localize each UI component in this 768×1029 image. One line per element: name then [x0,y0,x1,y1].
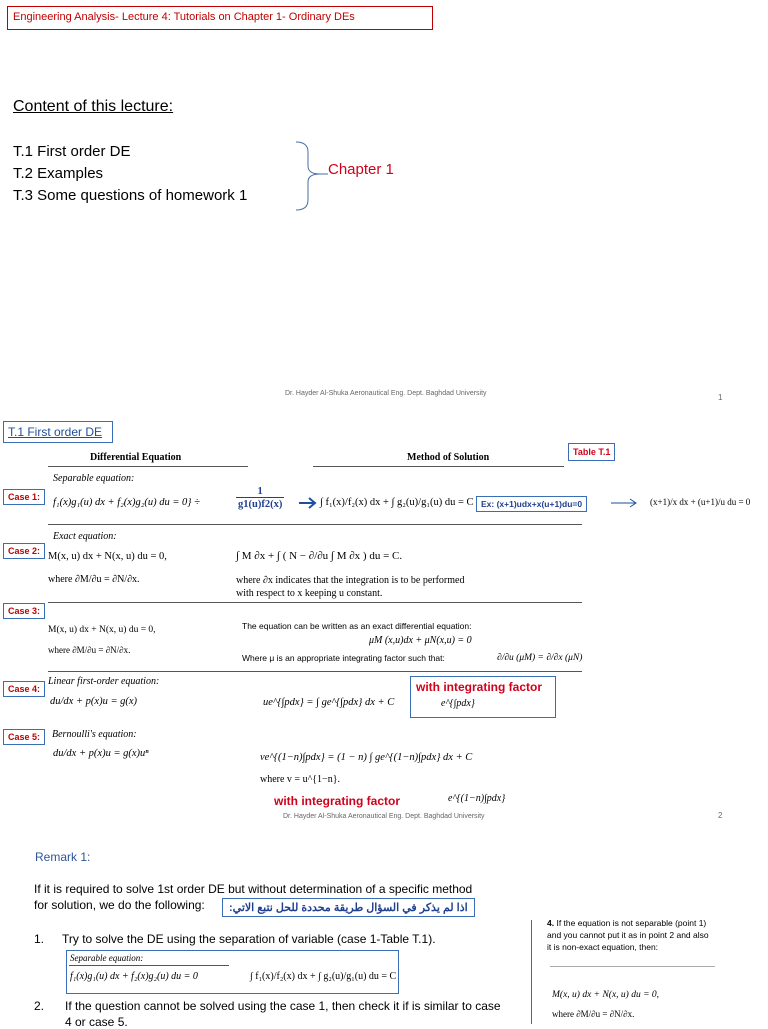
row3-rule [48,671,582,672]
separable-box-rule [69,965,229,966]
step1-text: Try to solve the DE using the separation of variable (case 1-Table T.1). [62,932,436,946]
bernoulli-factor-label: with integrating factor [274,794,400,808]
case-2-label: Case 2: [3,543,45,559]
page1-number: 1 [718,393,723,402]
side-text-3: it is non-exact equation, then: [547,942,659,952]
separable-box-label: Separable equation: [70,953,144,963]
col-header-left-rule [48,466,248,467]
bernoulli-where: where v = u^{1−n}. [260,774,340,785]
side-rule [550,966,715,967]
step2-text: If the question cannot be solved using the case 1, then check it if is similar to case [65,999,501,1013]
side-where: where ∂M/∂u = ∂N/∂x. [552,1009,635,1019]
case3-equation: M(x, u) dx + N(x, u) du = 0, [48,625,156,635]
separable-equation: f₁(x)g₁(u) dx + f₂(x)g₂(u) du = 0} ÷ [53,497,200,508]
col-header-left: Differential Equation [90,452,182,463]
chapter-label: Chapter 1 [328,161,394,178]
side-equation: M(x, u) dx + N(x, u) du = 0, [552,990,660,1000]
exact-where: where ∂M/∂u = ∂N/∂x. [48,574,140,585]
case-4-label: Case 4: [3,681,45,697]
section-title: T.1 First order DE [8,425,103,439]
exact-label: Exact equation: [53,531,117,542]
arrow-right-icon [298,497,318,509]
case3-condition: ∂/∂u (μM) = ∂/∂x (μN) [497,653,583,663]
step1-number: 1. [34,932,45,946]
divisor-fraction [236,486,284,511]
right-brace-icon [292,140,332,212]
separable-solution: ∫ f₁(x)/f₂(x) dx + ∫ g₂(u)/g₁(u) du = C [320,497,474,508]
linear-factor-label: with integrating factor [416,680,542,694]
content-item-3: T.3 Some questions of homework 1 [13,187,248,204]
case3-text-3: Where μ is an appropriate integrating factor such that: [242,653,445,663]
case3-text-1: The equation can be written as an exact differential equation: [242,621,472,631]
side-text-2: and you cannot put it as in point 2 and also [547,930,709,940]
case-1-label: Case 1: [3,489,45,505]
separable-label: Separable equation: [53,473,135,484]
page2-number: 2 [718,811,723,820]
exact-note-2: with respect to x keeping u constant. [236,588,383,599]
arabic-note: اذا لم يذكر في السؤال طريقة محددة للحل نتبع الاتي: [222,898,475,917]
case3-where: where ∂M/∂u = ∂N/∂x. [48,645,131,655]
linear-factor: e^{∫pdx} [441,698,475,709]
row1-rule [48,524,582,525]
side-text-1: If the equation is not separable (point 1) [556,918,707,928]
bernoulli-equation: du/dx + p(x)u = g(x)uⁿ [53,748,149,759]
side-divider [531,920,532,1024]
row2-rule [48,602,582,603]
divisor-numerator: 1 [236,486,284,498]
page2-footer: Dr. Hayder Al-Shuka Aeronautical Eng. Dept. Baghdad University [283,813,485,820]
case-5-label: Case 5: [3,729,45,745]
exact-equation: M(x, u) dx + N(x, u) du = 0, [48,551,167,562]
linear-equation: du/dx + p(x)u = g(x) [50,696,138,707]
content-heading: Content of this lecture: [13,98,174,115]
example-box: Ex: (x+1)udx+x(u+1)du=0 [476,496,587,512]
arrow-right-icon-2 [610,498,638,508]
case3-text-2: μM (x,u)dx + μN(x,u) = 0 [369,635,472,646]
linear-solution: ue^{∫pdx} = ∫ ge^{∫pdx} dx + C [263,697,395,708]
content-item-1: T.1 First order DE [13,143,131,160]
step2-number: 2. [34,999,45,1013]
case-3-label: Case 3: [3,603,45,619]
exact-note-1: where ∂x indicates that the integration is to be performed [236,575,465,586]
page1-footer: Dr. Hayder Al-Shuka Aeronautical Eng. Dept. Baghdad University [285,390,487,397]
remark-title: Remark 1: [35,850,91,864]
separable-box-equation: f₁(x)g₁(u) dx + f₂(x)g₂(u) du = 0 [70,971,198,982]
remark-intro-2: for solution, we do the following: [34,898,205,912]
table-label: Table T.1 [568,443,615,461]
separable-box-solution: ∫ f₁(x)/f₂(x) dx + ∫ g₂(u)/g₁(u) du = C [250,971,397,982]
content-item-2: T.2 Examples [13,165,104,182]
divisor-denominator: g1(u)f2(x) [238,499,283,510]
col-header-right-rule [313,466,564,467]
side-item-number: 4. [547,918,555,928]
example-result: (x+1)/x dx + (u+1)/u du = 0 [650,497,751,507]
linear-label: Linear first-order equation: [48,676,160,687]
header-title: Engineering Analysis- Lecture 4: Tutorials on Chapter 1- Ordinary DEs [13,11,355,23]
bernoulli-solution: ve^{(1−n)∫pdx} = (1 − n) ∫ ge^{(1−n)∫pdx} dx + C [260,752,473,763]
bernoulli-factor: e^{(1−n)∫pdx} [448,793,506,804]
remark-intro-1: If it is required to solve 1st order DE but without determination of a specific method [34,882,473,896]
col-header-right: Method of Solution [407,452,490,463]
bernoulli-label: Bernoulli's equation: [52,729,137,740]
step2-text-cont: 4 or case 5. [65,1015,128,1029]
exact-solution: ∫ M ∂x + ∫ ( N − ∂/∂u ∫ M ∂x ) du = C. [236,550,403,562]
side-item-text [547,917,709,953]
